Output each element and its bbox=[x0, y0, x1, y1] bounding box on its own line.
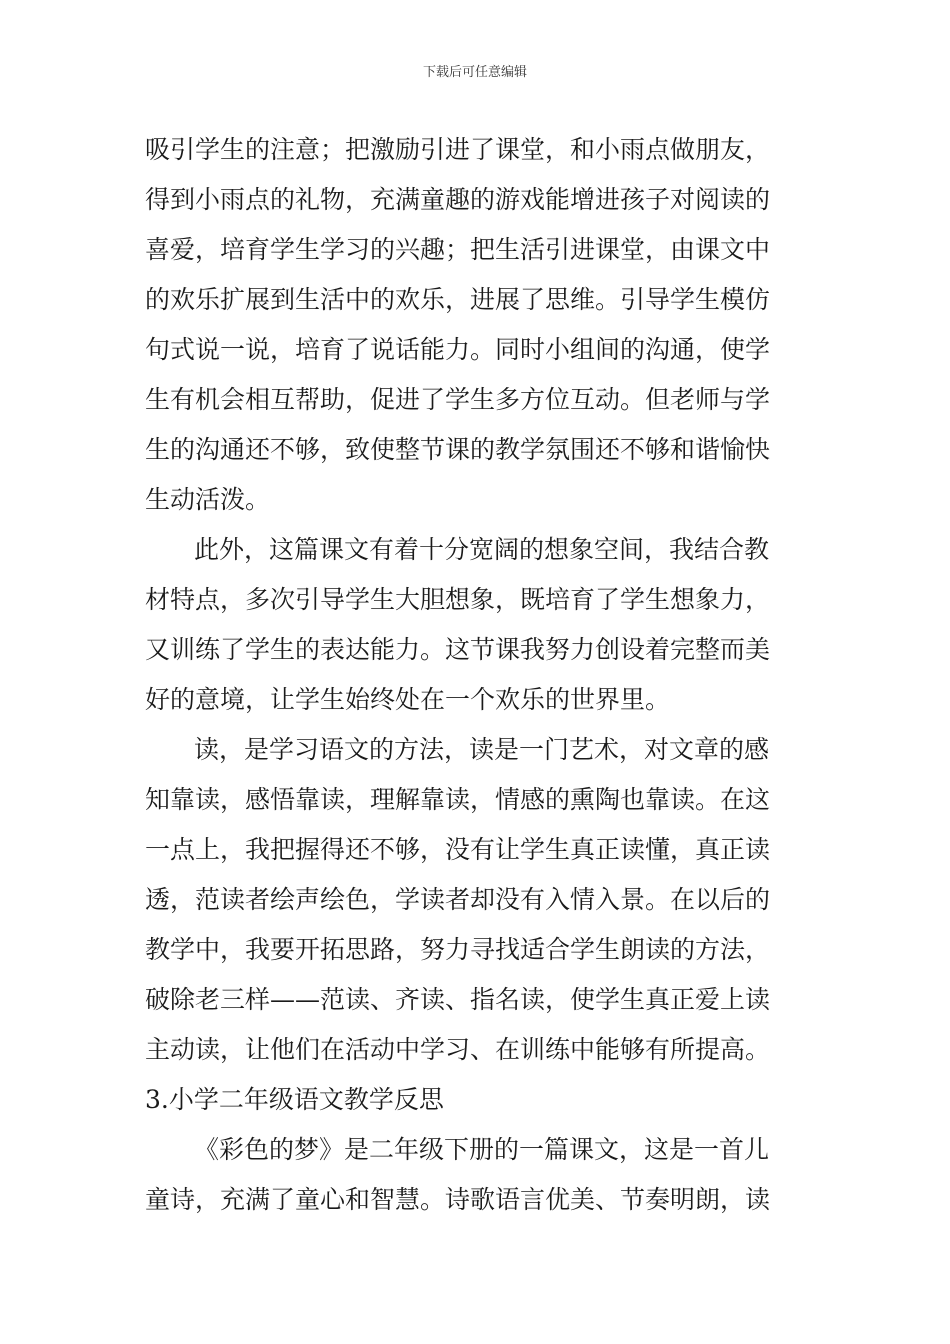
text-line: 童诗，充满了童心和智慧。诗歌语言优美、节奏明朗，读 bbox=[145, 1185, 771, 1214]
text-line: 透，范读者绘声绘色，学读者却没有入情入景。在以后的 bbox=[145, 885, 771, 914]
text-line: 生的沟通还不够，致使整节课的教学氛围还不够和谐愉快 bbox=[145, 435, 771, 464]
page-header: 下载后可任意编辑 bbox=[422, 65, 527, 80]
text-line: 句式说一说，培育了说话能力。同时小组间的沟通，使学 bbox=[145, 335, 771, 364]
section-heading: 3.小学二年级语文教学反思 bbox=[145, 1085, 444, 1114]
paragraph-first-line: 《彩色的梦》是二年级下册的一篇课文，这是一首儿 bbox=[194, 1135, 770, 1164]
text-line: 一点上，我把握得还不够，没有让学生真正读懂，真正读 bbox=[145, 835, 771, 864]
text-line: 知靠读，感悟靠读，理解靠读，情感的熏陶也靠读。在这 bbox=[145, 785, 771, 814]
text-line: 生有机会相互帮助，促进了学生多方位互动。但老师与学 bbox=[145, 385, 771, 414]
text-line: 主动读，让他们在活动中学习、在训练中能够有所提高。 bbox=[145, 1035, 771, 1064]
text-line: 教学中，我要开拓思路，努力寻找适合学生朗读的方法， bbox=[145, 935, 771, 964]
text-line: 的欢乐扩展到生活中的欢乐，进展了思维。引导学生模仿 bbox=[145, 285, 771, 314]
paragraph-first-line: 此外，这篇课文有着十分宽阔的想象空间，我结合教 bbox=[194, 535, 770, 564]
text-line: 得到小雨点的礼物，充满童趣的游戏能增进孩子对阅读的 bbox=[145, 185, 771, 214]
text-line: 喜爱，培育学生学习的兴趣；把生活引进课堂，由课文中 bbox=[145, 235, 771, 264]
text-line: 生动活泼。 bbox=[145, 485, 271, 514]
text-line: 好的意境，让学生始终处在一个欢乐的世界里。 bbox=[145, 685, 671, 714]
text-line: 破除老三样——范读、齐读、指名读，使学生真正爱上读 bbox=[145, 985, 771, 1014]
text-line: 材特点，多次引导学生大胆想象，既培育了学生想象力， bbox=[145, 585, 771, 614]
paragraph-first-line: 读，是学习语文的方法，读是一门艺术，对文章的感 bbox=[194, 735, 770, 764]
text-line: 又训练了学生的表达能力。这节课我努力创设着完整而美 bbox=[145, 635, 771, 664]
text-line: 吸引学生的注意；把激励引进了课堂，和小雨点做朋友， bbox=[145, 135, 771, 164]
